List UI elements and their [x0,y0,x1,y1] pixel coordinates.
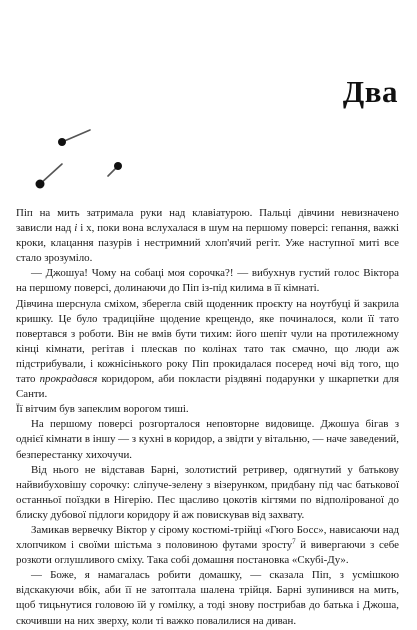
paragraph: — Джошуа! Чому на собаці моя сорочка?! — вибухнув густий голос Віктора на першому поверсі, долинаючи до Піп із-під килима в її кімнаті. [16,267,399,295]
ornament-pin-1 [58,130,90,146]
chapter-body [16,206,399,629]
paragraph: Піп на мить затримала руки над клавіатурою. Пальці дівчини невизначено зависли над і і x, поки вона вслухалася в шум на першому поверсі: гепання, важкі кроки, клацання пазурів і нестримний хлоп'ячий регіт. Уже наступної миті все стало зрозуміло. [16,207,400,265]
paragraph: Її вітчим був запеклим ворогом тиші. [16,403,189,416]
paragraph: Дівчина шерснула сміхом, зберегла свій щоденник проєкту на ноутбуці й закрила кришку. Це було традиційне щодение крещендо, яке починалося, коли її тато повертався з роботи. Він не вмів бути тихим: його шепіт чули на протилежному кінці кімнати, регітав і плескав по колінах тато так смачно, що люди аж підстрибували, і кожнісінького року Піп прокидалася посеред ночі від того, що тато прокрадався коридором, аби покласти різдвяні подарунки у шкарпетки для Санти. [16,297,399,401]
paragraph: Від нього не відставав Барні, золотистий ретривер, одягнутий у батькову найвибуховішу сорочку: сліпуче-зелену з візерунком, придбану під час батькової останньої поїздки в Нігерію. Пес щасливо цокотів кігтями по відполірованої до блиску дубової підлоги коридору й аж повискував від захвату. [16,463,399,521]
paragraph: — Боже, я намагалась робити домашку, — сказала Піп, з усмішкою відскакуючи вбік, аби її не затоптала шалена трійця. Барні зупинився на мить, щоб тицьнутися головою їй у гомілку, а тоді знову пострибав до батька і Джоша, скочивши на них зверху, коли ті важко повалилися на диван. [16,569,399,627]
chapter-title: Два [342,74,398,109]
decorative-ornament [10,118,160,208]
paragraph: Замикав вервечку Віктор у сірому костюмі-трійці «Гюго Босс», нависаючи над хлопчиком і своїми шістьма з половиною футами зросту$^7$ й вивергаючи з себе розкоти оглушливого сміху. Така собі домашня постановка «Скубі-Ду». [16,523,399,567]
ornament-pin-3 [108,162,122,176]
footnote-marker[interactable]: 7 [292,537,296,546]
ornament-pin-2 [36,164,63,189]
paragraph: На першому поверсі розгорталося неповторне видовище. Джошуа бігав з однієї кімнати в іншу — з кухні в коридор, а звідти у вітальню, — наче заведений, безперестанку хихочучи. [16,418,399,461]
